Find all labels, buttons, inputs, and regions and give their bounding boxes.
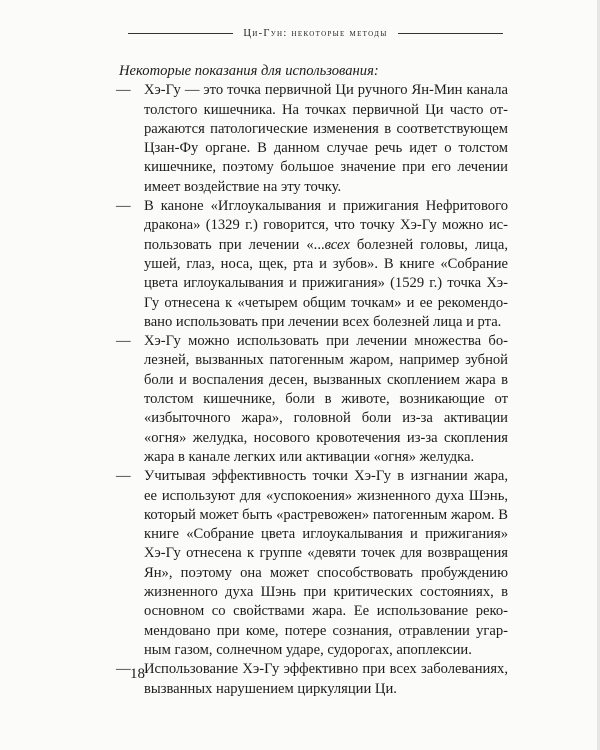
item-text: Хэ-Гу можно использовать при лечении множества болезней, вызванных патогенным жаром, например зубной боли и воспаления десен, вызванных скоплением жара в толстом кишечнике, боли в животе, возникающие от «избыточного жара», головной боли из-за активации «огня» желудка, носового кровотечения из-за скопления жара в канале легких или активации «огня» желудка. (144, 333, 508, 465)
item-text: Использование Хэ-Гу эффективно при всех заболеваниях, вызванных нарушением циркуляции Ци. (144, 661, 508, 697)
list-item (116, 197, 508, 332)
body-text (116, 62, 508, 699)
list-item (116, 332, 508, 467)
item-text: Хэ-Гу — это точка первичной Ци ручного Ян-Мин канала толстого кишечника. На точках первичной Ци часто отражаются патологические изменения в соответствующем Цзан-Фу органе. В данном случае речь идет о толстом кишечнике, поэтому большое значение при его лечении имеет воздействие на эту точку. (144, 82, 508, 195)
intro-line: Некоторые показания для использования: (119, 63, 379, 79)
item-text: В каноне «Иглоукалывания и прижигания Нефритового дракона» (1329 г.) говорится, что точку Хэ-Гу можно использовать при лечении «... (144, 198, 508, 253)
header-title: Ци-Гун: некоторые методы (243, 28, 388, 39)
item-text: Учитывая эффективность точки Хэ-Гу в изгнании жара, ее используют для «успокоения» жизненного духа Шэнь, который может быть «растревожен» патогенным жаром. В книге «Собрание цвета иглоукалывания и прижигания» Хэ-Гу отнесена к группе «девяти точек для возвращения Ян», поэтому она может способствовать пробуждению жизненного духа Шэнь при критических состояниях, в основном со свойствами жара. Ее использование рекомендовано при коме, потере сознания, отравлении угарным газом, солнечном ударе, судорогах, апоплексии. (144, 468, 508, 658)
header-rule-right (398, 33, 503, 34)
running-header (128, 28, 503, 39)
item-text: болезней головы, лица, ушей, глаз, носа, щек, рта и зубов». В книге «Собрание цвета иглоукалывания и прижигания» (1529 г.) точка Хэ-Гу отнесена к «четырем общим точкам» и ее рекомендовано использовать при лечении всех болезней лица и рта. (144, 236, 508, 330)
header-rule-left (128, 33, 233, 34)
page-number: 18 (130, 666, 145, 682)
dash-bullet: — (116, 661, 131, 678)
list-item (116, 467, 508, 660)
dash-bullet: — (116, 198, 131, 215)
item-text-italic: всех (324, 236, 350, 253)
dash-bullet: — (116, 82, 131, 99)
dash-bullet: — (116, 333, 131, 350)
list-item (116, 660, 508, 699)
dash-bullet: — (116, 468, 131, 485)
list-item (116, 81, 508, 197)
